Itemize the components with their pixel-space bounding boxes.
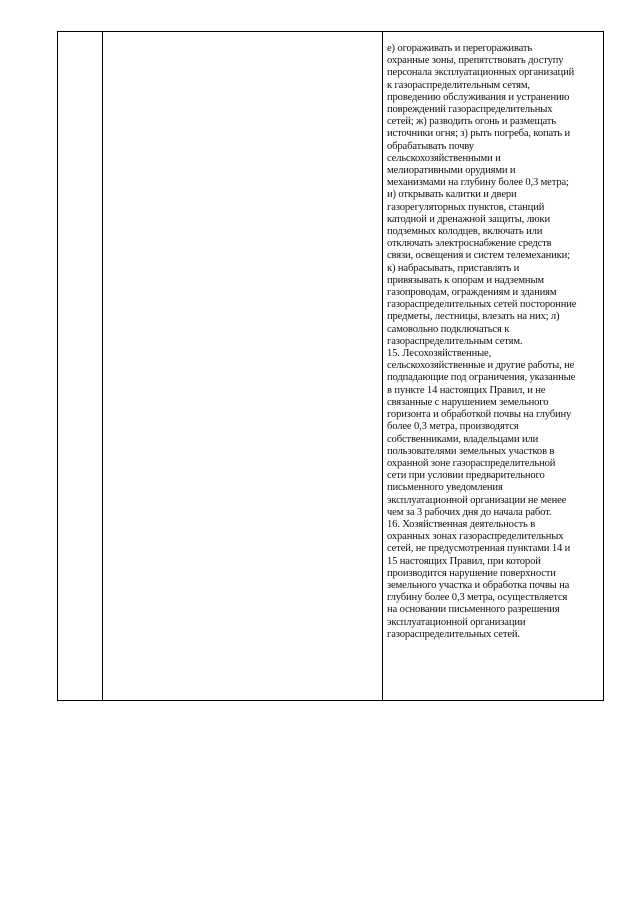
text-line: чем за 3 рабочих дня до начала работ.	[387, 506, 552, 518]
document-table	[57, 31, 604, 701]
rules-paragraph	[387, 43, 600, 641]
text-line: катодной и дренажной защиты, люки	[387, 213, 551, 225]
text-line: связи, освещения и систем телемеханики;	[387, 250, 570, 262]
text-line: 15 настоящих Правил, при которой	[387, 555, 541, 567]
text-line: источники огня; з) рыть погреба, копать и	[387, 128, 571, 140]
text-line: обрабатывать почву	[387, 140, 474, 152]
text-line: письменного уведомления	[387, 482, 503, 494]
text-line: охранные зоны, препятствовать доступу	[387, 55, 564, 67]
text-line: отключать электроснабжение средств	[387, 238, 552, 250]
text-line: в пункте 14 настоящих Правил, и не	[387, 384, 546, 396]
table-cell-rules-text	[383, 32, 603, 700]
text-line: газорегуляторных пунктов, станций	[387, 201, 545, 213]
text-line: эксплуатационной организации	[387, 616, 526, 628]
text-line: предметы, лестницы, влезать на них; л)	[387, 311, 560, 323]
text-line: подземных колодцев, включать или	[387, 226, 543, 238]
text-line: собственниками, владельцами или	[387, 433, 539, 445]
text-line: сельскохозяйственные и другие работы, не	[387, 360, 575, 372]
text-line: газопроводам, ограждениям и зданиям	[387, 287, 557, 299]
text-line: эксплуатационной организации не менее	[387, 494, 567, 506]
text-line: 16. Хозяйственная деятельность в	[387, 518, 536, 530]
text-line: механизмами на глубину более 0,3 метра;	[387, 177, 569, 189]
text-line: 15. Лесохозяйственные,	[387, 348, 492, 360]
text-line: на основании письменного разрешения	[387, 604, 560, 616]
text-line: сельскохозяйственными и	[387, 152, 501, 164]
text-line: охранных зонах газораспределительных	[387, 531, 564, 543]
text-line: пользователями земельных участков в	[387, 445, 555, 457]
text-line: сети при условии предварительного	[387, 470, 545, 482]
text-line: сетей; ж) разводить огонь и размещать	[387, 116, 556, 128]
text-line: повреждений газораспределительных	[387, 104, 553, 116]
table-cell-description	[103, 32, 383, 700]
text-line: охранной зоне газораспределительной	[387, 457, 556, 469]
text-line: самовольно подключаться к	[387, 323, 510, 335]
text-line: земельного участка и обработка почвы на	[387, 579, 570, 591]
text-line: е) огораживать и перегораживать	[387, 43, 533, 54]
text-line: производится нарушение поверхности	[387, 567, 556, 579]
text-line: к газораспределительным сетям,	[387, 79, 530, 91]
text-line: привязывать к опорам и надземным	[387, 274, 544, 286]
text-line: и) открывать калитки и двери	[387, 189, 517, 201]
text-line: более 0,3 метра, производятся	[387, 421, 519, 433]
text-line: связанные с нарушением земельного	[387, 396, 549, 408]
text-line: подпадающие под ограничения, указанные	[387, 372, 576, 384]
text-line: проведению обслуживания и устранению	[387, 91, 570, 103]
text-line: горизонта и обработкой почвы на глубину	[387, 409, 572, 421]
text-line: глубину более 0,3 метра, осуществляется	[387, 592, 568, 604]
text-line: газораспределительным сетям.	[387, 335, 523, 347]
text-line: газораспределительных сетей.	[387, 628, 520, 640]
text-line: сетей, не предусмотренная пунктами 14 и	[387, 543, 571, 555]
text-line: к) набрасывать, приставлять и	[387, 262, 520, 274]
text-line: персонала эксплуатационных организаций	[387, 67, 575, 79]
text-line: мелиоративными орудиями и	[387, 165, 516, 177]
table-cell-number	[58, 32, 103, 700]
text-line: газораспределительных сетей посторонние	[387, 299, 577, 311]
